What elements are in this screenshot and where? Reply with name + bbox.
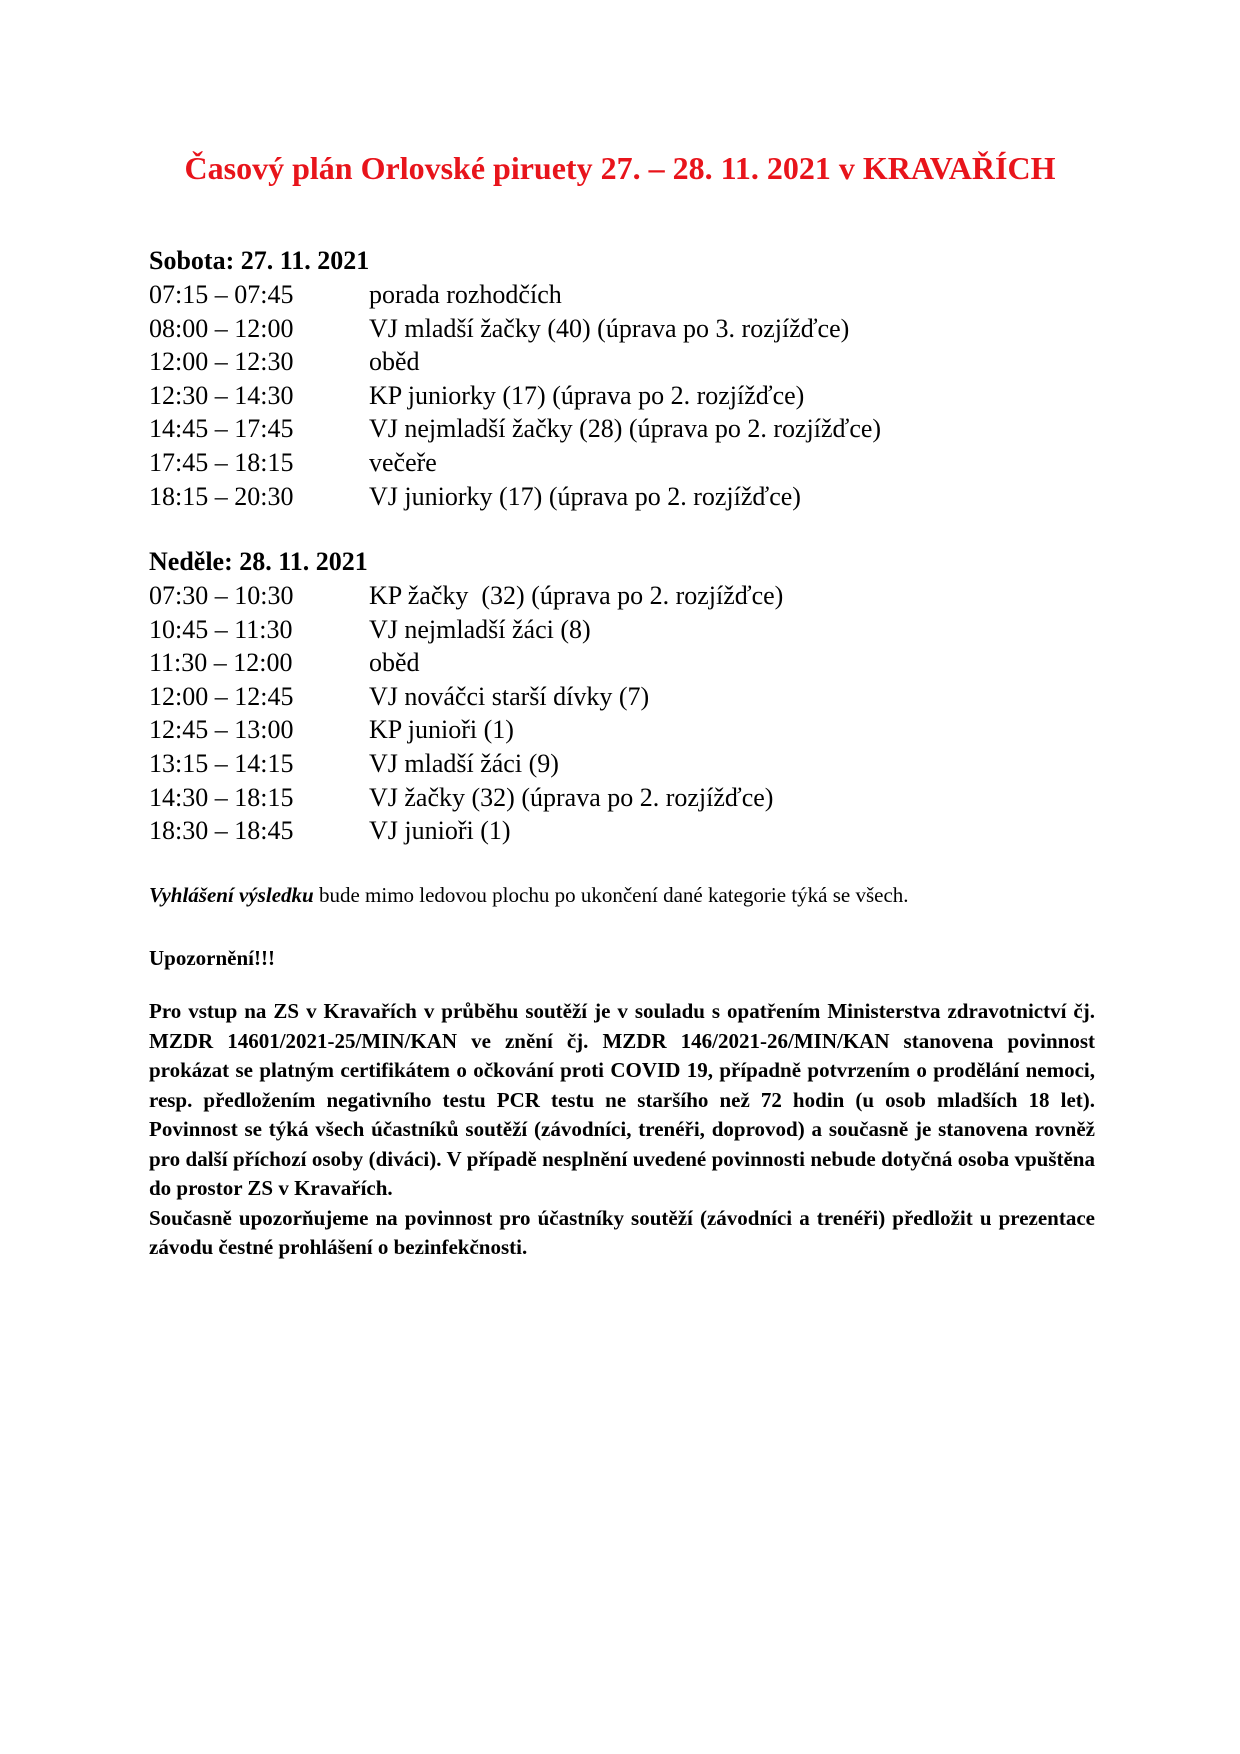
sunday-heading: Neděle: 28. 11. 2021 [149,547,368,576]
schedule-time: 18:15 – 20:30 [149,481,294,511]
warning-body [149,997,1095,1263]
schedule-time: 13:15 – 14:15 [149,748,294,778]
warning-paragraph: Pro vstup na ZS v Kravařích v průběhu soutěží je v souladu s opatřením Ministerstva zdravotnictví čj. MZDR 14601/2021-25/MIN/KAN ve znění čj. MZDR 146/2021-26/MIN/KAN stanovena povinnost prokázat se platným certifikátem o očkování proti COVID 19, případně potvrzením o prodělání nemoci, resp. předložením negativního testu PCR testu ne staršího než 72 hodin (u osob mladších 18 let). Povinnost se týká všech účastníků soutěží (závodníci, trenéři, doprovod) a současně je stanovena rovněž pro další příchozí osoby (diváci). V případě nesplnění uvedené povinnosti nebude dotyčná osoba vpuštěna do prostor ZS v Kravařích. [149,999,1095,1200]
schedule-time: 14:30 – 18:15 [149,782,294,812]
schedule-time: 12:45 – 13:00 [149,715,294,745]
schedule-time: 14:45 – 17:45 [149,414,294,444]
schedule-event: VJ mladší žačky (40) (úprava po 3. rozjížďce) [369,313,850,343]
schedule-time: 07:15 – 07:45 [149,280,294,309]
schedule-event: večeře [369,447,437,477]
schedule-event: VJ nováčci starší dívky (7) [369,681,650,711]
schedule-time: 10:45 – 11:30 [149,614,293,644]
schedule-row [149,613,1099,647]
page-title: Časový plán Orlovské piruety 27. – 28. 11. 2021 v KRAVAŘÍCH [184,150,1056,186]
sunday-schedule [149,545,1099,848]
schedule-event: VJ juniorky (17) (úprava po 2. rozjížďce) [369,481,801,511]
schedule-row [149,412,1099,446]
schedule-row [149,747,1099,781]
schedule-row [149,579,1099,613]
schedule-event: oběd [369,648,420,678]
schedule-time: 12:00 – 12:45 [149,681,294,711]
schedule-event: VJ nejmladší žáci (8) [369,614,591,644]
schedule-time: 12:00 – 12:30 [149,347,294,377]
schedule-event: VJ junioři (1) [369,816,511,846]
schedule-time: 12:30 – 14:30 [149,380,294,410]
warning-paragraph: Současně upozorňujeme na povinnost pro účastníky soutěží (závodníci a trenéři) předložit u prezentace závodu čestné prohlášení o bezinfekčnosti. [149,1205,1095,1259]
announcement-note [149,880,1099,910]
schedule-event: KP juniorky (17) (úprava po 2. rozjížďce) [369,380,805,410]
schedule-row [149,480,1099,514]
schedule-row [149,680,1099,714]
warning-heading: Upozornění!!! [149,946,275,970]
schedule-row [149,345,1099,379]
schedule-row [149,646,1099,680]
schedule-row [149,713,1099,747]
schedule-time: 18:30 – 18:45 [149,816,294,846]
schedule-row [149,446,1099,480]
schedule-time: 08:00 – 12:00 [149,313,294,343]
schedule-event: VJ žačky (32) (úprava po 2. rozjížďce) [369,782,774,812]
schedule-row [149,278,1099,312]
schedule-time: 17:45 – 18:15 [149,447,294,477]
schedule-event: KP junioři (1) [369,715,514,745]
schedule-row [149,781,1099,815]
schedule-time: 07:30 – 10:30 [149,581,294,610]
schedule-row [149,312,1099,346]
schedule-row [149,379,1099,413]
schedule-row [149,814,1099,848]
announcement-emphasis: Vyhlášení výsledku [149,883,314,907]
schedule-event: VJ mladší žáci (9) [369,748,559,778]
schedule-event: KP žačky (32) (úprava po 2. rozjížďce) [369,581,784,610]
schedule-time: 11:30 – 12:00 [149,648,293,678]
saturday-heading: Sobota: 27. 11. 2021 [149,246,370,275]
saturday-schedule [149,244,1099,513]
schedule-event: oběd [369,347,420,377]
schedule-event: porada rozhodčích [369,280,562,309]
schedule-event: VJ nejmladší žačky (28) (úprava po 2. rozjížďce) [369,414,882,444]
announcement-text: bude mimo ledovou plochu po ukončení dané kategorie týká se všech. [313,883,909,907]
